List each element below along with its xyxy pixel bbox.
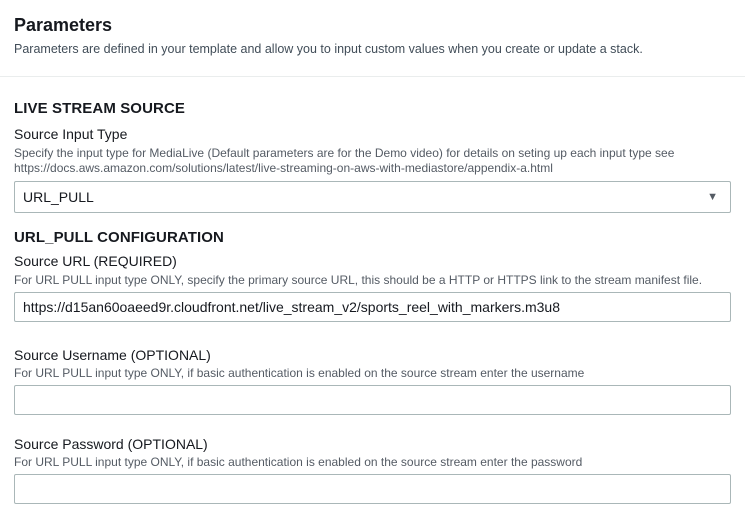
parameters-header — [0, 0, 745, 57]
source-password-label: Source Password (OPTIONAL) — [14, 436, 208, 452]
parameters-form — [0, 100, 745, 504]
source-username-input[interactable] — [14, 385, 731, 415]
group-heading-url-pull-configuration: URL_PULL CONFIGURATION — [14, 229, 224, 246]
field-source-username — [14, 347, 731, 415]
source-password-description: For URL PULL input type ONLY, if basic authentication is enabled on the source stream enter the password — [14, 455, 583, 469]
source-input-type-selected-value: URL_PULL — [23, 189, 94, 205]
source-password-input[interactable] — [14, 474, 731, 504]
group-heading-live-stream-source: LIVE STREAM SOURCE — [14, 100, 185, 117]
page-title: Parameters — [14, 15, 113, 35]
field-source-url — [14, 253, 731, 322]
field-source-input-type — [14, 126, 731, 213]
source-url-input[interactable] — [14, 292, 731, 322]
field-source-password — [14, 436, 731, 504]
source-url-description: For URL PULL input type ONLY, specify the primary source URL, this should be a HTTP or HTTPS link to the stream manifest file. — [14, 273, 703, 287]
header-divider — [0, 76, 745, 77]
source-username-description: For URL PULL input type ONLY, if basic authentication is enabled on the source stream enter the username — [14, 366, 585, 380]
source-input-type-description: Specify the input type for MediaLive (Default parameters are for the Demo video) for details on seting up each input type see https://docs.aws.amazon.com/solutions/latest/live-streaming-on-aws-with-mediastore/appendix-a.html — [14, 146, 675, 175]
source-url-label: Source URL (REQUIRED) — [14, 253, 177, 269]
source-input-type-select[interactable] — [14, 181, 731, 213]
source-input-type-label: Source Input Type — [14, 126, 128, 142]
page-description: Parameters are defined in your template and allow you to input custom values when you create or update a stack. — [14, 42, 643, 56]
chevron-down-icon: ▼ — [707, 190, 718, 203]
source-username-label: Source Username (OPTIONAL) — [14, 347, 211, 363]
